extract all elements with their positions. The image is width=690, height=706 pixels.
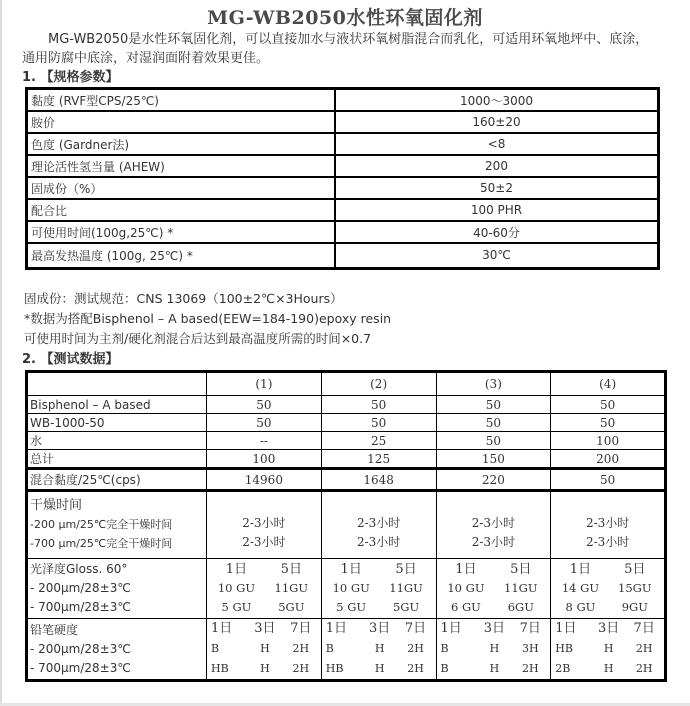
- pencil-value-200: H: [489, 642, 500, 655]
- gloss-sub-700: - 700μm/28±3℃: [30, 600, 131, 614]
- pencil-value-700: 2H: [292, 662, 310, 675]
- gloss-sub-200: - 200μm/28±3℃: [30, 581, 131, 595]
- test-value: 150: [436, 450, 551, 469]
- pencil-value-200: B: [440, 642, 449, 655]
- spec-row: [27, 177, 659, 199]
- pencil-hardness-row: [27, 619, 666, 681]
- test-value: 50: [551, 469, 666, 491]
- test-header-row: [27, 372, 666, 396]
- pencil-grid: [324, 619, 434, 679]
- gloss-value-200: 15GU: [618, 581, 652, 595]
- test-value: 14960: [207, 469, 322, 491]
- pencil-value-700: 2H: [635, 662, 653, 675]
- test-value: 25: [321, 432, 436, 450]
- spec-label: 胺价: [27, 111, 336, 133]
- gloss-grid: [209, 560, 319, 617]
- test-value: 50: [551, 414, 666, 432]
- gloss-grid: [439, 560, 549, 617]
- pencil-value-700: 2H: [407, 662, 424, 675]
- header-cell: [27, 372, 207, 396]
- drying-time-cell: [551, 491, 666, 559]
- spec-row: [27, 111, 659, 133]
- spec-label: 理论活性氢当量 (AHEW): [27, 155, 336, 177]
- spec-value: 100 PHR: [335, 199, 659, 221]
- drying-time-label: 干燥时间: [30, 498, 83, 513]
- pencil-value-700: B: [440, 662, 449, 675]
- gloss-day: 1日: [455, 562, 477, 577]
- pencil-grid: [553, 619, 662, 679]
- spec-table: [25, 87, 660, 270]
- test-row: [27, 432, 666, 450]
- test-value: 50: [436, 414, 551, 432]
- gloss-value-700: 6 GU: [451, 600, 481, 614]
- test-table-body: [27, 372, 666, 681]
- test-row-label: 水: [27, 432, 207, 450]
- pencil-cell: [551, 619, 666, 681]
- spec-label: 色度 (Gardner法): [27, 133, 336, 155]
- drying-time-value: 2-3小时: [471, 516, 516, 530]
- header-cell: (1): [207, 372, 322, 396]
- drying-time-value: 2-3小时: [356, 535, 401, 549]
- pencil-value-200: H: [260, 642, 270, 655]
- pencil-day: 1日: [555, 621, 577, 636]
- gloss-grid: [324, 560, 434, 617]
- gloss-value-700: 6GU: [507, 600, 534, 614]
- spec-label: 最高发热温度 (100g, 25℃) *: [27, 243, 336, 268]
- pencil-value-700: HB: [325, 662, 344, 675]
- test-value: --: [207, 432, 322, 450]
- pencil-day: 7日: [633, 621, 655, 636]
- spec-value: <8: [335, 133, 659, 155]
- spec-value: 200: [335, 155, 659, 177]
- test-value: 50: [551, 396, 666, 414]
- test-row: [27, 450, 666, 469]
- test-value: 50: [207, 396, 322, 414]
- drying-time-row: [27, 491, 666, 559]
- gloss-day: 5日: [395, 562, 417, 577]
- test-row: [27, 396, 666, 414]
- description-line-1: MG-WB2050是水性环氧固化剂，可以直接加水与液状环氧树脂混合而乳化，可适用环氧地坪中、底涂，: [48, 32, 649, 47]
- drying-sub-200: -200 μm/25℃完全干燥时间: [30, 518, 173, 531]
- gloss-value-700: 5 GU: [221, 600, 252, 614]
- description-line-2: 通用防腐中底涂，对湿润面附着效果更佳。: [22, 51, 270, 66]
- gloss-value-200: 14 GU: [561, 581, 600, 595]
- spec-row: [27, 89, 659, 112]
- test-value: 50: [436, 432, 551, 450]
- pencil-cell: [321, 619, 436, 681]
- header-cell: (3): [436, 372, 551, 396]
- gloss-value-200: 11GU: [274, 581, 309, 595]
- note-epoxy-resin: *数据为搭配Bisphenol – A based(EEW=184-190)epoxy resin: [24, 311, 392, 326]
- gloss-value-700: 5GU: [392, 600, 420, 614]
- pencil-day: 1日: [440, 621, 462, 636]
- section-heading-test-data: 2. 【测试数据】: [22, 352, 119, 367]
- pencil-day: 7日: [290, 621, 312, 636]
- page-left-edge: [0, 0, 2, 706]
- gloss-cell: [207, 559, 322, 619]
- pencil-cell: [207, 619, 322, 681]
- spec-value: 50±2: [335, 177, 659, 199]
- gloss-day: 5日: [624, 562, 646, 577]
- pencil-value-700: H: [603, 662, 614, 675]
- header-cell: (4): [551, 372, 666, 396]
- gloss-label-cell: [27, 559, 207, 619]
- pencil-value-200: B: [211, 642, 220, 655]
- gloss-value-200: 10 GU: [217, 581, 256, 595]
- test-value: 50: [207, 414, 322, 432]
- page-title: MG-WB2050水性环氧固化剂: [207, 7, 483, 29]
- test-row: [27, 414, 666, 432]
- drying-time-label-cell: [27, 491, 207, 559]
- spec-value: 160±20: [335, 111, 659, 133]
- drying-time-value: 2-3小时: [471, 535, 516, 549]
- spec-value: 30℃: [335, 243, 659, 268]
- gloss-value-700: 8 GU: [565, 600, 596, 614]
- pencil-label: 铅笔硬度: [30, 622, 79, 637]
- drying-time-cell: [207, 491, 322, 559]
- gloss-grid: [553, 560, 662, 617]
- drying-time-cell: [321, 491, 436, 559]
- spec-row: [27, 155, 659, 177]
- pencil-day: 3日: [597, 621, 620, 636]
- drying-time-value: 2-3小时: [585, 516, 630, 530]
- pencil-value-700: H: [260, 662, 270, 675]
- test-value: 100: [207, 450, 322, 469]
- drying-time-value: 2-3小时: [356, 516, 401, 530]
- pencil-day: 1日: [211, 621, 233, 636]
- gloss-value-700: 5GU: [278, 600, 305, 614]
- section-heading-specs: 1. 【规格参数】: [22, 70, 119, 85]
- drying-time-value: 2-3小时: [242, 535, 286, 549]
- pencil-value-700: 2B: [555, 662, 571, 675]
- pencil-grid: [209, 619, 319, 679]
- test-value: 125: [321, 450, 436, 469]
- spec-label: 黏度 (RVF型CPS/25℃): [27, 89, 336, 112]
- pencil-value-200: H: [374, 642, 385, 655]
- spec-row: [27, 243, 659, 268]
- spec-label: 配合比: [27, 199, 336, 221]
- test-value: 200: [551, 450, 666, 469]
- test-value: 220: [436, 469, 551, 491]
- header-cell: (2): [321, 372, 436, 396]
- pencil-value-700: H: [374, 662, 385, 675]
- gloss-value-700: 5 GU: [336, 600, 367, 614]
- pencil-sub-200: - 200μm/28±3℃: [30, 641, 131, 656]
- drying-sub-700: -700 μm/25℃完全干燥时间: [30, 537, 173, 550]
- pencil-value-200: 2H: [635, 642, 653, 655]
- pencil-cell: [436, 619, 551, 681]
- pencil-value-200: 2H: [407, 642, 424, 655]
- pencil-value-200: 2H: [292, 642, 310, 655]
- gloss-cell: [436, 559, 551, 619]
- spec-row: [27, 199, 659, 221]
- pencil-value-200: HB: [555, 642, 573, 655]
- gloss-cell: [321, 559, 436, 619]
- test-value: 50: [436, 396, 551, 414]
- spec-table-body: [27, 89, 659, 269]
- gloss-row: [27, 559, 666, 619]
- gloss-value-200: 11GU: [389, 581, 423, 595]
- gloss-day: 1日: [340, 562, 362, 577]
- pencil-value-700: HB: [211, 662, 229, 675]
- test-data-table: [25, 370, 667, 682]
- gloss-day: 5日: [510, 562, 532, 577]
- drying-time-cell: [436, 491, 551, 559]
- drying-time-value: 2-3小时: [585, 535, 630, 549]
- spec-row: [27, 133, 659, 155]
- gloss-value-200: 10 GU: [332, 581, 370, 595]
- test-row-label: 总计: [27, 450, 207, 469]
- pencil-day: 7日: [519, 621, 541, 636]
- pencil-day: 1日: [325, 621, 348, 636]
- pencil-value-700: 2H: [521, 662, 539, 675]
- note-pot-life: 可使用时间为主剂/硬化剂混合后达到最高温度所需的时间×0.7: [24, 331, 372, 346]
- test-value: 50: [321, 414, 436, 432]
- gloss-day: 1日: [569, 562, 592, 577]
- spec-label: 可使用时间(100g,25℃) *: [27, 221, 336, 243]
- pencil-label-cell: [27, 619, 207, 681]
- pencil-grid: [439, 619, 549, 679]
- pencil-day: 3日: [368, 621, 391, 636]
- pencil-value-200: B: [325, 642, 334, 655]
- test-row-label: 混合黏度/25℃(cps): [27, 469, 207, 491]
- pencil-sub-700: - 700μm/28±3℃: [30, 660, 131, 675]
- test-value: 100: [551, 432, 666, 450]
- drying-time-value: 2-3小时: [242, 516, 286, 530]
- spec-label: 固成份（%）: [27, 177, 336, 199]
- gloss-day: 1日: [225, 562, 248, 577]
- pencil-value-200: 3H: [521, 642, 539, 655]
- pencil-day: 3日: [483, 621, 505, 636]
- gloss-value-200: 10 GU: [447, 581, 485, 595]
- pencil-day: 3日: [254, 621, 276, 636]
- test-row-label: Bisphenol – A based: [27, 396, 207, 414]
- test-row: [27, 469, 666, 491]
- spec-row: [27, 221, 659, 243]
- test-row-label: WB-1000-50: [27, 414, 207, 432]
- test-value: 1648: [321, 469, 436, 491]
- gloss-value-700: 9GU: [621, 600, 648, 614]
- gloss-cell: [551, 559, 666, 619]
- gloss-label: 光泽度Gloss. 60°: [30, 562, 128, 576]
- test-value: 50: [321, 396, 436, 414]
- pencil-day: 7日: [404, 621, 427, 636]
- gloss-day: 5日: [280, 562, 302, 577]
- spec-value: 40-60分: [335, 221, 659, 243]
- pencil-value-200: H: [603, 642, 614, 655]
- note-solid-content: 固成份：测试规范：CNS 13069（100±2℃×3Hours）: [24, 291, 343, 306]
- gloss-value-200: 11GU: [504, 581, 538, 595]
- spec-value: 1000～3000: [335, 89, 659, 112]
- pencil-value-700: H: [489, 662, 500, 675]
